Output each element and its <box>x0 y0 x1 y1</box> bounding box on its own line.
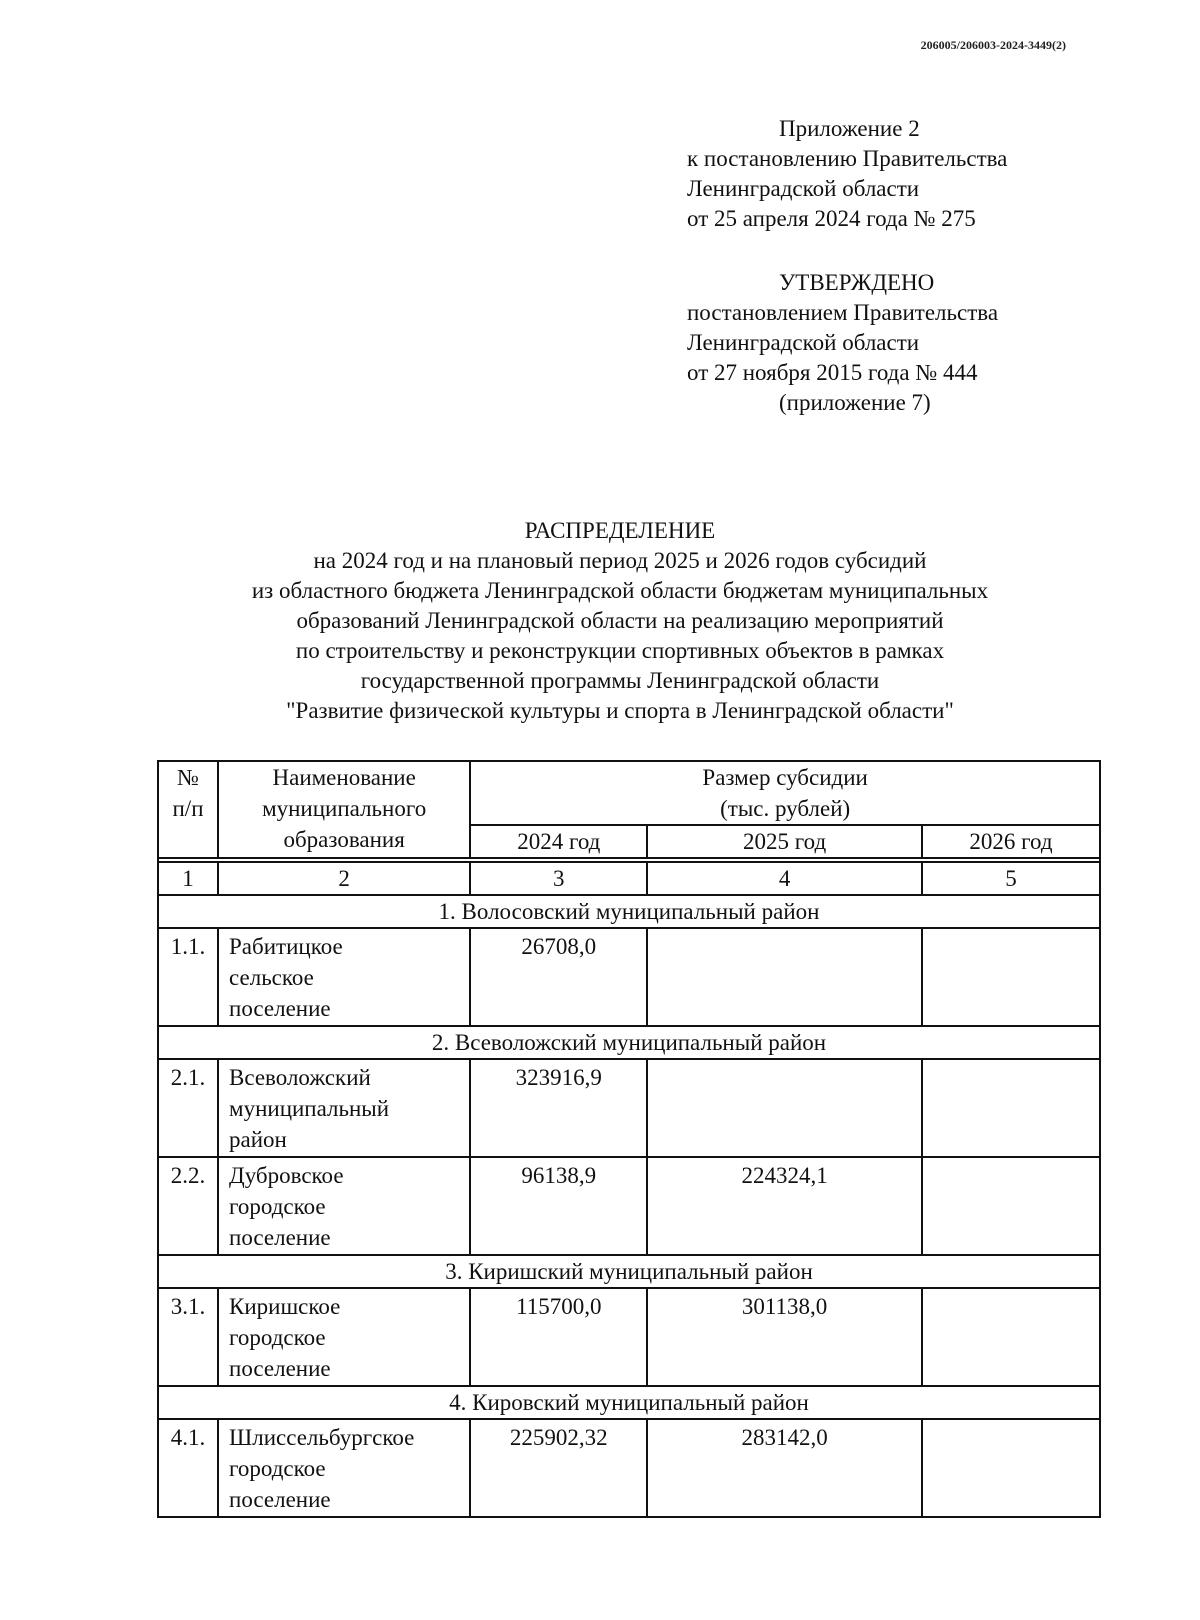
value-2024: 26708,0 <box>470 928 647 1026</box>
name-line: муниципальный <box>229 1096 390 1121</box>
name-line: Рабитицкое <box>229 934 343 959</box>
name-line: поселение <box>229 1225 331 1250</box>
name-line: городское <box>229 1194 326 1219</box>
appendix-line: к постановлению Правительства <box>687 146 1008 171</box>
header-subsidy-size <box>470 761 1100 825</box>
name-line: район <box>229 1127 287 1152</box>
column-number: 5 <box>922 862 1100 895</box>
value-2025 <box>647 928 922 1026</box>
header-size-line: Размер субсидии <box>702 765 868 790</box>
row-number: 2.1. <box>158 1059 218 1157</box>
name-line: Дубровское <box>229 1163 344 1188</box>
column-number: 1 <box>158 862 218 895</box>
name-line: поселение <box>229 1356 331 1381</box>
approval-line: постановлением Правительства <box>687 300 999 325</box>
document-number: 206005/206003-2024-3449(2) <box>920 38 1066 52</box>
column-number: 4 <box>647 862 922 895</box>
row-number: 2.2. <box>158 1157 218 1255</box>
value-2026 <box>922 1157 1100 1255</box>
header-name <box>218 761 470 858</box>
title-line: на 2024 год и на плановый период 2025 и 2026 годов субсидий <box>313 548 927 573</box>
title-line: по строительству и реконструкции спортивных объектов в рамках <box>295 638 945 663</box>
appendix-line: от 25 апреля 2024 года № 275 <box>687 206 976 231</box>
header-num-line: п/п <box>172 796 204 821</box>
value-2026 <box>922 1288 1100 1386</box>
district-title: 2. Всеволожский муниципальный район <box>158 1026 1100 1059</box>
district-row <box>158 1255 1100 1288</box>
header-year-2026: 2026 год <box>922 825 1100 858</box>
title-main: РАСПРЕДЕЛЕНИЕ <box>524 518 716 543</box>
approval-line: Ленинградской области <box>687 330 920 355</box>
value-2024: 115700,0 <box>470 1288 647 1386</box>
municipality-name <box>218 1059 470 1157</box>
municipality-name <box>218 1419 470 1517</box>
value-2024: 96138,9 <box>470 1157 647 1255</box>
district-row <box>158 895 1100 928</box>
value-2024: 323916,9 <box>470 1059 647 1157</box>
name-line: Киришское <box>229 1294 341 1319</box>
column-number-row <box>158 862 1100 895</box>
appendix-block <box>687 114 1007 234</box>
name-line: поселение <box>229 996 331 1021</box>
value-2025: 224324,1 <box>647 1157 922 1255</box>
header-year-2024: 2024 год <box>470 825 647 858</box>
title-line: государственной программы Ленинградской области <box>360 668 880 693</box>
header-num <box>158 761 218 858</box>
municipality-name <box>218 928 470 1026</box>
municipality-name <box>218 1157 470 1255</box>
district-title: 3. Киришский муниципальный район <box>158 1255 1100 1288</box>
approval-line: УТВЕРЖДЕНО <box>779 270 935 295</box>
value-2025: 283142,0 <box>647 1419 922 1517</box>
name-line: Шлиссельбургское <box>229 1425 415 1450</box>
header-year-2025: 2025 год <box>647 825 922 858</box>
title-line: "Развитие физической культуры и спорта в Ленинградской области" <box>286 698 954 723</box>
column-number: 2 <box>218 862 470 895</box>
document-title <box>110 516 1130 726</box>
approval-line: (приложение 7) <box>779 390 931 415</box>
name-line: Всеволожский <box>229 1065 371 1090</box>
name-line: городское <box>229 1456 326 1481</box>
value-2024: 225902,32 <box>470 1419 647 1517</box>
row-number: 3.1. <box>158 1288 218 1386</box>
appendix-line: Приложение 2 <box>779 116 920 141</box>
municipality-name <box>218 1288 470 1386</box>
district-title: 1. Волосовский муниципальный район <box>158 895 1100 928</box>
name-line: сельское <box>229 965 314 990</box>
table-row <box>158 1419 1100 1517</box>
table-row <box>158 928 1100 1026</box>
value-2026 <box>922 1059 1100 1157</box>
table-row <box>158 1288 1100 1386</box>
name-line: городское <box>229 1325 326 1350</box>
value-2026 <box>922 1419 1100 1517</box>
header-name-line: Наименование <box>272 765 416 790</box>
district-title: 4. Кировский муниципальный район <box>158 1386 1100 1419</box>
approval-block <box>687 268 998 418</box>
column-number: 3 <box>470 862 647 895</box>
title-line: образований Ленинградской области на реализацию мероприятий <box>296 608 944 633</box>
header-num-line: № <box>177 765 199 790</box>
header-name-line: образования <box>283 827 405 852</box>
row-number: 1.1. <box>158 928 218 1026</box>
table-header-row <box>158 761 1100 825</box>
approval-line: от 27 ноября 2015 года № 444 <box>687 360 978 385</box>
name-line: поселение <box>229 1487 331 1512</box>
value-2025 <box>647 1059 922 1157</box>
table-row <box>158 1059 1100 1157</box>
title-line: из областного бюджета Ленинградской области бюджетам муниципальных <box>251 578 989 603</box>
value-2025: 301138,0 <box>647 1288 922 1386</box>
distribution-table <box>157 760 1101 1518</box>
header-size-line: (тыс. рублей) <box>720 796 851 821</box>
value-2026 <box>922 928 1100 1026</box>
row-number: 4.1. <box>158 1419 218 1517</box>
table-row <box>158 1157 1100 1255</box>
appendix-line: Ленинградской области <box>687 176 920 201</box>
header-name-line: муниципального <box>262 796 427 821</box>
district-row <box>158 1386 1100 1419</box>
district-row <box>158 1026 1100 1059</box>
